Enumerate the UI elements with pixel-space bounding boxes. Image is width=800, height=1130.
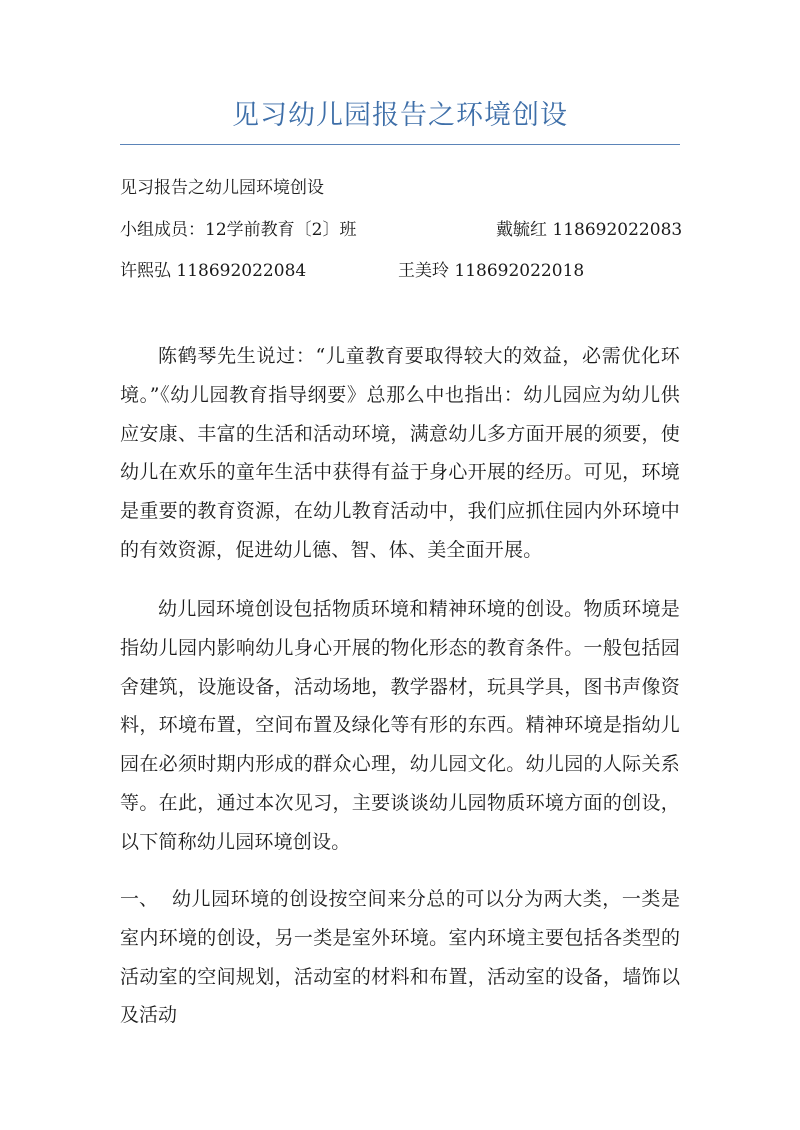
paragraph-environment: 幼儿园环境创设包括物质环境和精神环境的创设。物质环境是指幼儿园内影响幼儿身心开展的物化形态的教育条件。一般包括园舍建筑，设施设备，活动场地，教学器材，玩具学具，图书声像资料，环境布置，空间布置及绿化等有形的东西。精神环境是指幼儿园在必须时期内形成的群众心理，幼儿园文化。幼儿园的人际关系等。在此，通过本次见习，主要谈谈幼儿园物质环境方面的创设，以下简称幼儿园环境创设。 — [120, 598, 680, 853]
member-3: 王美玲 118692022018 — [398, 261, 585, 281]
title-underline — [120, 144, 680, 145]
document-subtitle: 见习报告之幼儿园环境创设 — [120, 178, 324, 198]
document-title: 见习幼儿园报告之环境创设 — [232, 100, 568, 131]
member-2: 许熙弘 118692022084 — [120, 261, 307, 281]
paragraph-intro: 陈鹤琴先生说过：“儿童教育要取得较大的效益，必需优化环境。”《幼儿园教育指导纲要》总那么中也指出：幼儿园应为幼儿供应安康、丰富的生活和活动环境，满意幼儿多方面开展的须要，使幼儿在欢乐的童年生活中获得有益于身心开展的经历。可见，环境是重要的教育资源，在幼儿教育活动中，我们应抓住园内外环境中的有效资源，促进幼儿德、智、体、美全面开展。 — [120, 345, 680, 561]
list-item-text: 幼儿园环境的创设按空间来分总的可以分为两大类，一类是室内环境的创设，另一类是室外环境。室内环境主要包括各类型的活动室的空间规划，活动室的材料和布置，活动室的设备，墙饰以及活动 — [120, 888, 680, 1027]
member-1: 戴毓红 118692022083 — [496, 220, 683, 240]
members-label: 小组成员：12学前教育〔2〕班 — [120, 220, 357, 240]
list-marker: 一、 — [120, 888, 159, 910]
